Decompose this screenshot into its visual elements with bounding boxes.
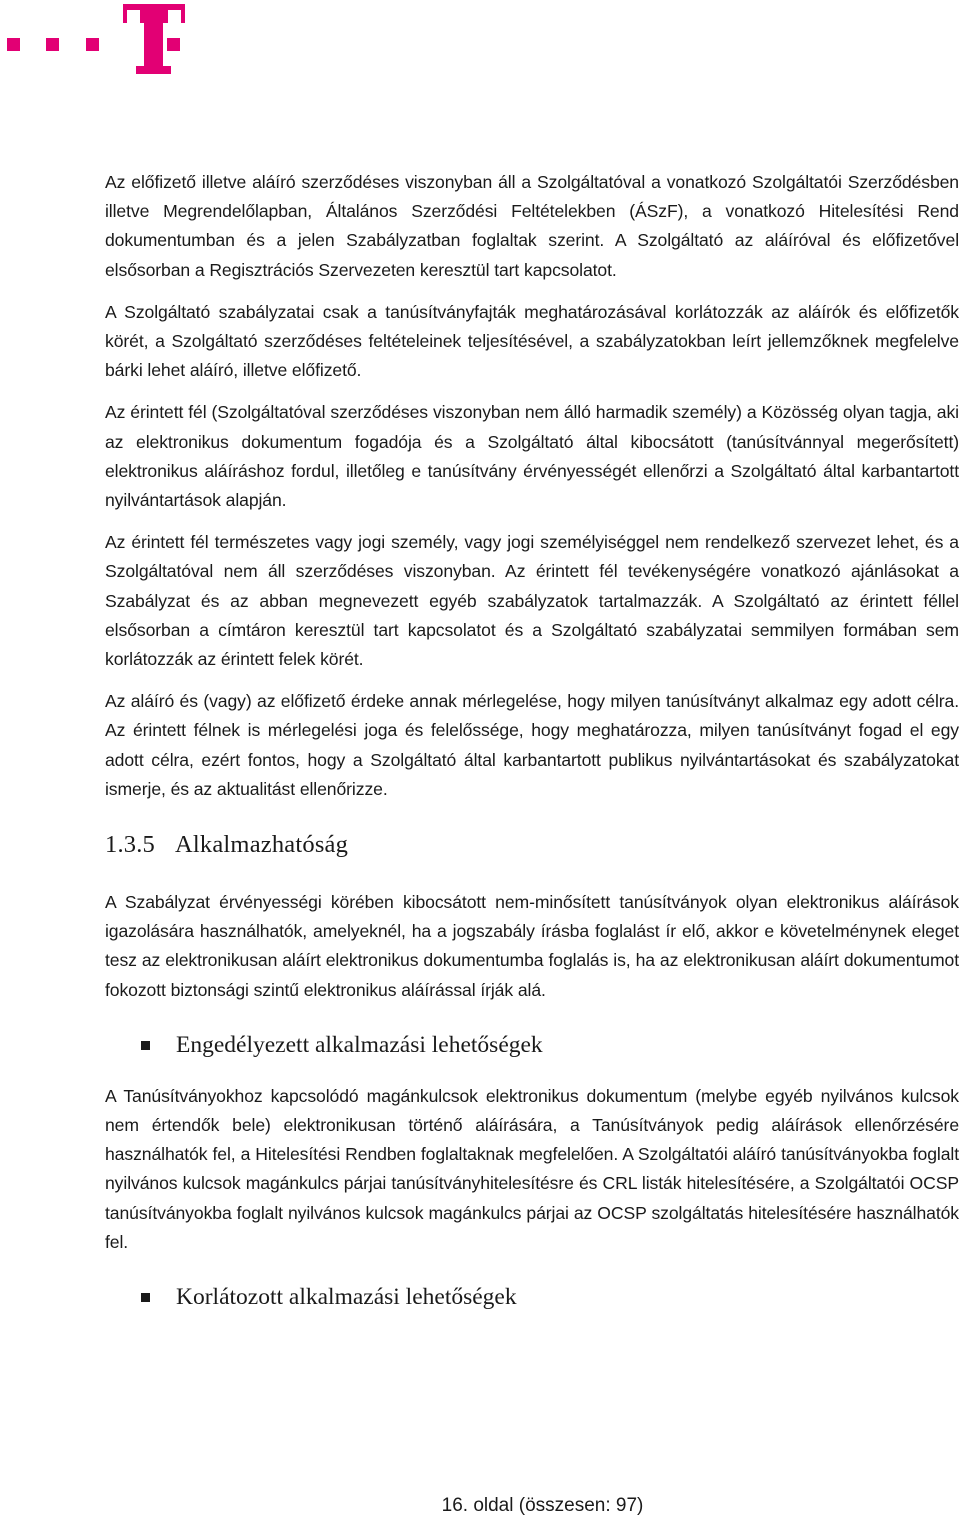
square-bullet-icon [141, 1041, 150, 1050]
paragraph: A Szabályzat érvényességi körében kibocsátott nem-minősített tanúsítványok olyan elektronikus aláírások igazolására használhatók, amelyeknél, ha a jogszabály írásba foglalást ír elő, akkor e követelménynek eleget tesz az elektronikusan aláírt elektronikus dokumentumba foglalás is, ha az elektronikusan aláírt dokumentumot fokozott biztonsági szintű elektronikus aláírással írják alá. [105, 892, 959, 1000]
subsection-title: Engedélyezett alkalmazási lehetőségek [176, 1031, 543, 1058]
paragraph: A Tanúsítványokhoz kapcsolódó magánkulcsok elektronikus dokumentum (melybe egyéb nyilvános kulcsok nem értendők bele) elektronikusan történő aláírására, a Tanúsítványok pedig aláírások ellenőrzésére használhatók fel, a Hitelesítési Rendben foglaltaknak megfelelően. A Szolgáltatói aláíró tanúsítványokba foglalt nyilvános kulcsok magánkulcs párjai tanúsítványhitelesítésre és CRL listák hitelesítésére, a Szolgáltatói OCSP tanúsítványokba foglalt nyilvános kulcsok magánkulcs párjai az OCSP szolgáltatás hitelesítésére használhatók fel. [105, 1085, 959, 1252]
logo-dot [46, 38, 59, 51]
paragraph: Az aláíró és (vagy) az előfizető érdeke annak mérlegelése, hogy milyen tanúsítványt alkalmaz egy adott célra. Az érintett félnek is mérlegelési joga és felelőssége, hogy meghatározza, milyen tanúsítványt fogad el egy adott célra, ezért fontos, hogy a Szolgáltató által karbantartott publikus nyilvántartásokat és szabályzatokat ismerje, és az aktualitást ellenőrizze. [105, 691, 959, 799]
page-number: 16. oldal (összesen: 97) [441, 1495, 644, 1516]
subsection-heading [0, 1284, 920, 1311]
square-bullet-icon [141, 1293, 150, 1302]
logo-dot [167, 38, 180, 51]
logo-dot [86, 38, 99, 51]
section-title: Alkalmazhatóság [175, 831, 349, 859]
paragraph: Az érintett fél (Szolgáltatóval szerződéses viszonyban nem álló harmadik személy) a Közösség olyan tagja, aki az elektronikus dokumentum fogadója és a Szolgáltató által kibocsátott (tanúsítvánnyal megerősített) elektronikus aláíráshoz fordul, illetőleg e tanúsítvány érvényességét ellenőrzi a Szolgáltató által karbantartott nyilvántartások alapján. [105, 402, 959, 511]
telekom-logo [0, 0, 200, 80]
paragraph: Az előfizető illetve aláíró szerződéses viszonyban áll a Szolgáltatóval a vonatkozó Szolgáltatói Szerződésben illetve Megrendelőlapban, Általános Szerződési Feltételekben (ÁSzF), a vonatkozó Hitelesítési Rend dokumentumban és a jelen Szabályzatban foglaltak szerint. A Szolgáltató az aláíróval és előfizetővel elsősorban a Regisztrációs Szervezeten keresztül tart kapcsolatot. [105, 172, 959, 280]
paragraph: Az érintett fél természetes vagy jogi személy, vagy jogi személyiséggel nem rendelkező szervezet lehet, és a Szolgáltatóval nem áll szerződéses viszonyban. Az érintett fél tevékenységére vonatkozó ajánlásokat a Szabályzat és az abban megnevezett egyéb szabályzatok tartalmazzák. A Szolgáltató az érintett féllel elsősorban a címtáron keresztül tart kapcsolatot és a Szolgáltató szabályzatai semmilyen formában sem korlátozzák az érintett felek körét. [105, 532, 959, 670]
subsection-title: Korlátozott alkalmazási lehetőségek [176, 1284, 517, 1311]
subsection-heading [0, 1032, 920, 1059]
paragraph: A Szolgáltató szabályzatai csak a tanúsítványfajták meghatározásával korlátozzák az aláírók és előfizetők körét, a Szolgáltató szerződéses feltételeinek teljesítésével, a szabályzatokban leírt jellemzőknek megfelelve bárki lehet aláíró, illetve előfizető. [105, 301, 959, 381]
logo-dot [7, 38, 20, 51]
document-body [105, 168, 959, 1334]
section-heading [105, 831, 959, 859]
section-number: 1.3.5 [105, 831, 155, 859]
